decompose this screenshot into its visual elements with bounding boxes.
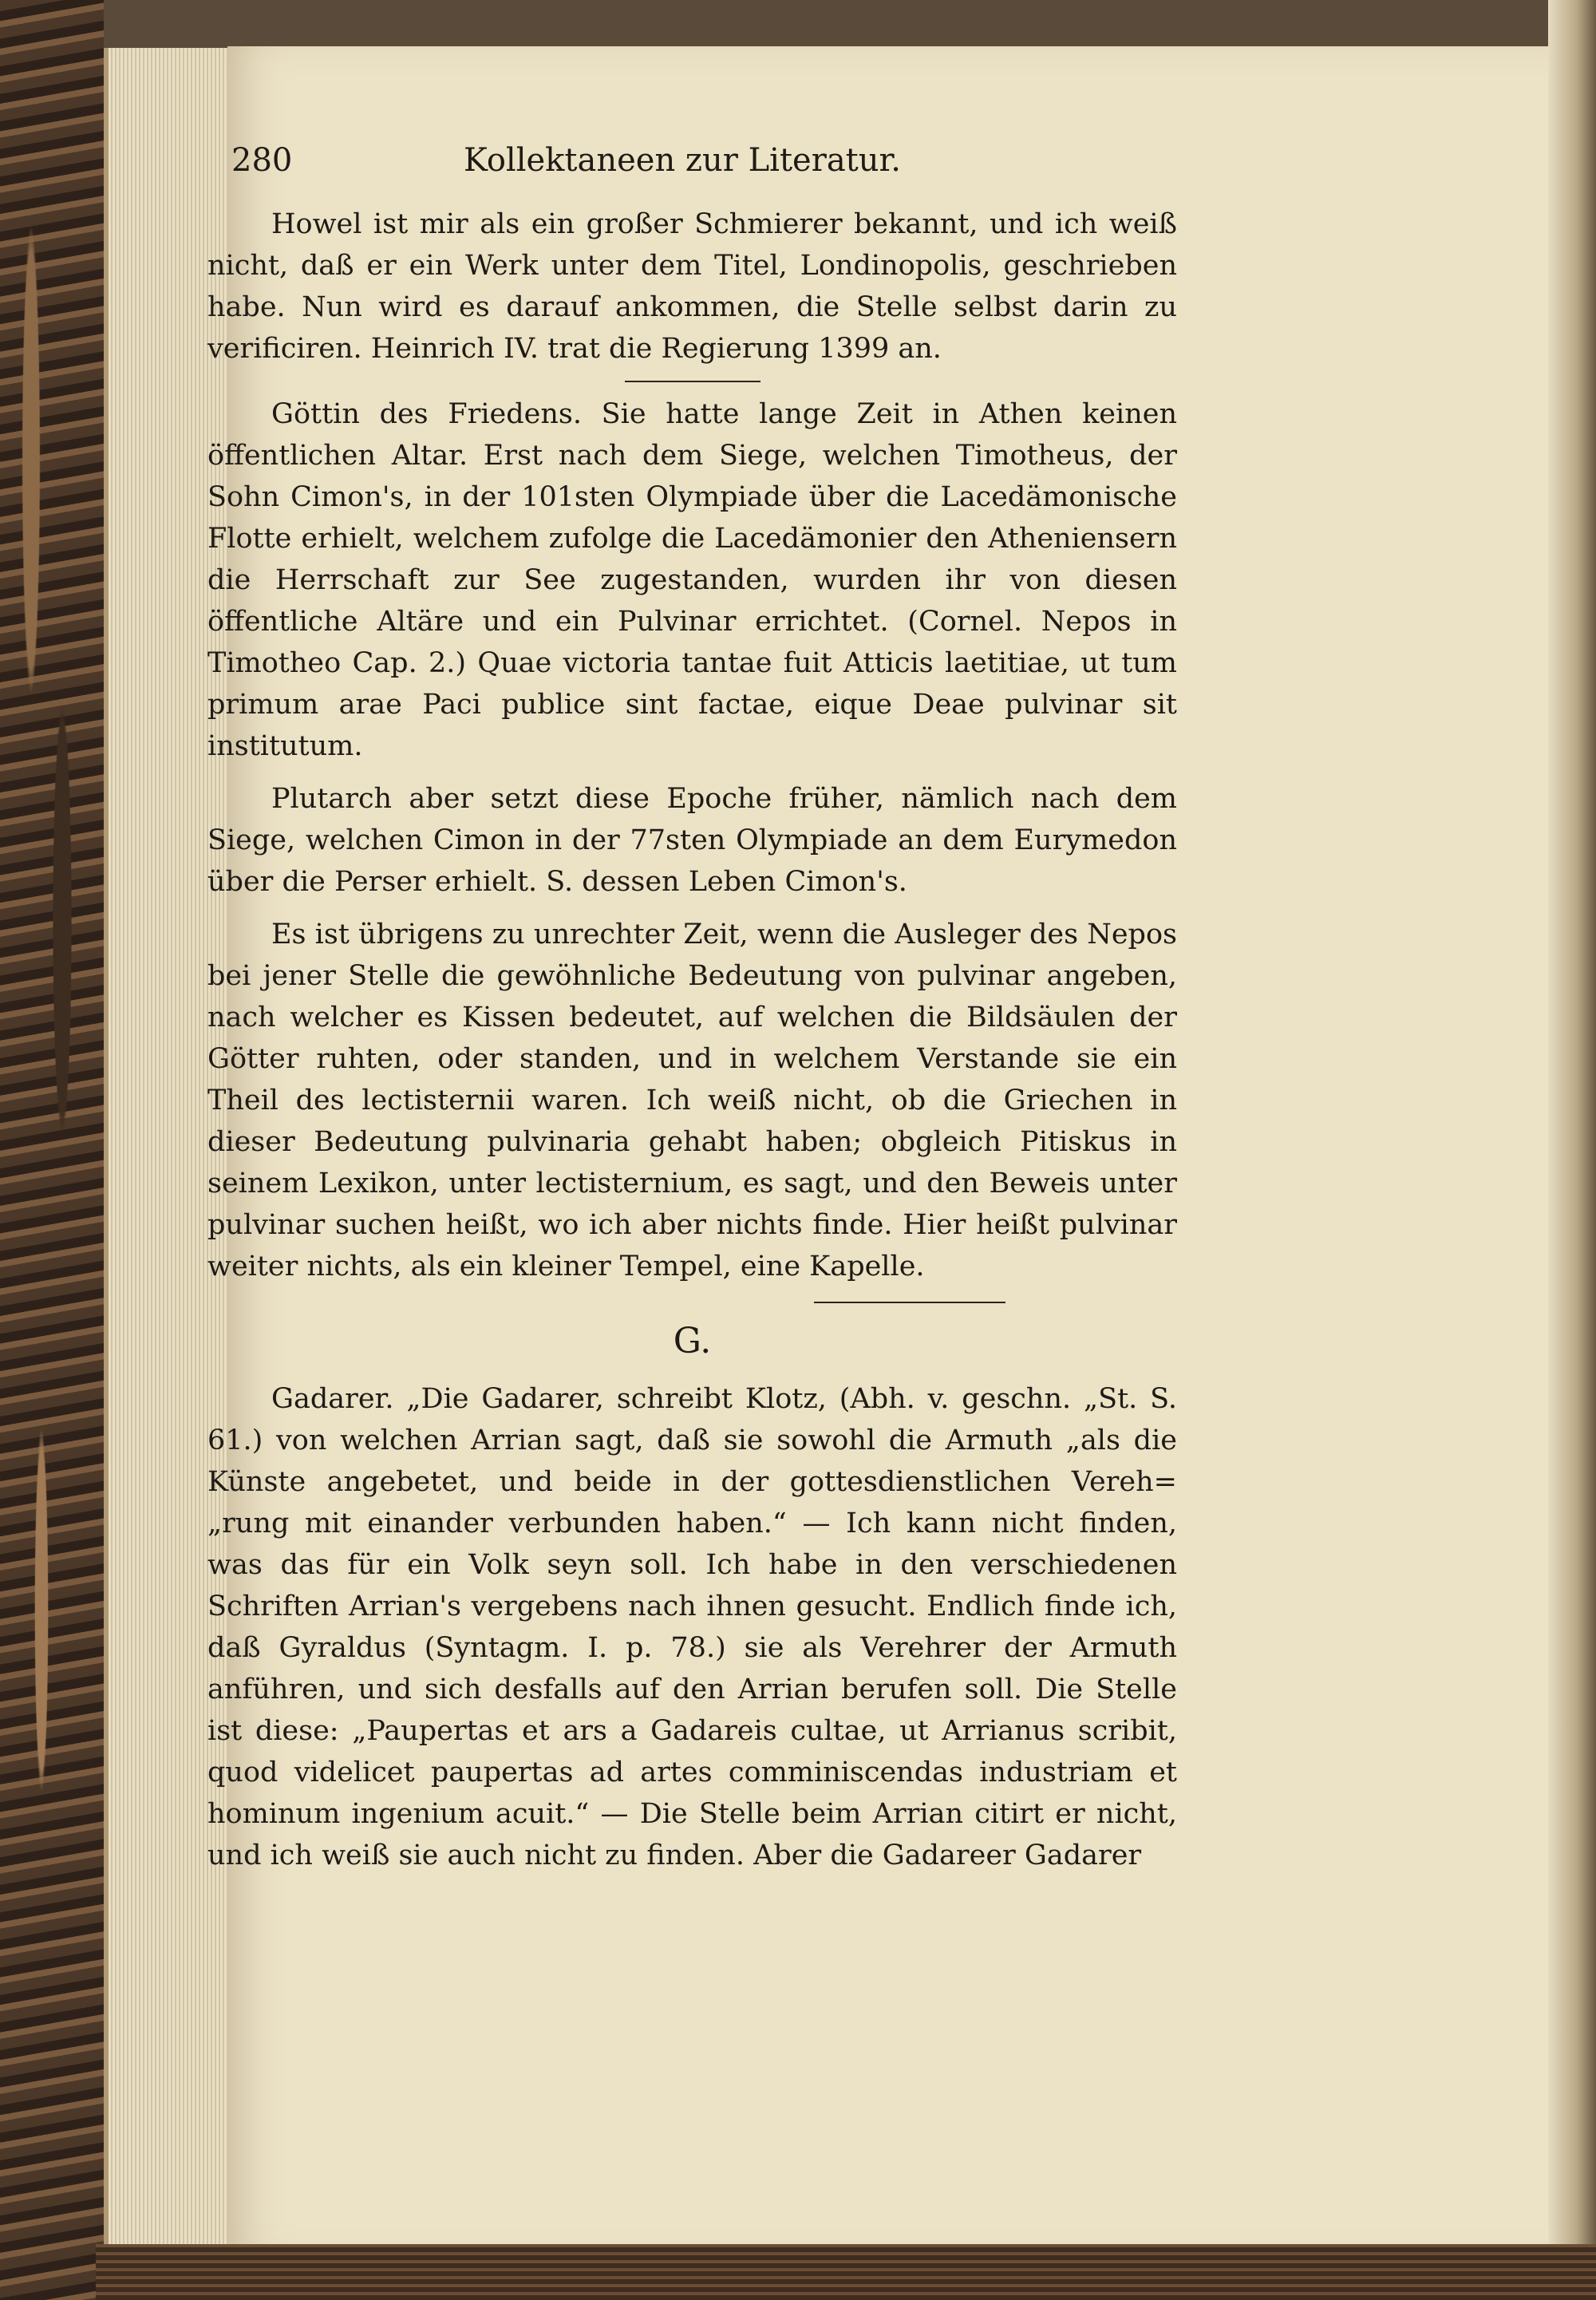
section-divider-rule (814, 1302, 1005, 1303)
page-body (207, 204, 1177, 1887)
paragraph-plutarch: Plutarch aber setzt diese Epoche früher, nämlich nach dem Siege, welchen Cimon in der 77sten Olympiade an dem Eurymedon über die Perser erhielt. S. dessen Leben Cimon's. (207, 783, 1177, 898)
running-head: Kollektaneen zur Literatur. (464, 142, 901, 179)
page-number: 280 (231, 142, 293, 179)
paragraph-ausleger: Es ist übrigens zu unrechter Zeit, wenn die Ausleger des Nepos bei jener Stelle die gewöhnliche Bedeutung von pulvinar angeben, nach welcher es Kissen bedeutet, auf welchen die Bildsäulen der Götter ruhten, oder standen, und in welchem Verstande sie ein Theil des lectisternii waren. Ich weiß nicht, ob die Griechen in dieser Bedeutung pulvinaria gehabt haben; obgleich Pitiskus in seinem Lexikon, unter lectisternium, es sagt, und den Beweis unter pulvinar suchen heißt, wo ich aber nichts finde. Hier heißt pulvinar weiter nichts, als ein kleiner Tempel, eine Kapelle. (207, 919, 1177, 1282)
separator-rule (625, 381, 760, 382)
facing-page-edge (1548, 0, 1596, 2300)
page-header (231, 142, 1133, 198)
book-bottom-edge (96, 2244, 1596, 2300)
book-cover-edge (0, 0, 104, 2300)
paragraph-howel: Howel ist mir als ein großer Schmierer bekannt, und ich weiß nicht, daß er ein Werk unter dem Titel, Londinopolis, geschrieben habe. Nun wird es darauf ankommen, die Stelle selbst darin zu verificiren. Heinrich IV. trat die Regierung 1399 an. (207, 208, 1177, 365)
paragraph-gadarer: Gadarer. „Die Gadarer, schreibt Klotz, (Abh. v. geschn. „St. S. 61.) von welchen Arrian sagt, daß sie sowohl die Armuth „als die Künste angebetet, und beide in der gottesdienstlichen Vereh= „rung mit einander verbunden haben.“ — Ich kann nicht finden, was das für ein Volk seyn soll. Ich habe in den verschiedenen Schriften Arrian's vergebens nach ihnen gesucht. Endlich finde ich, daß Gyraldus (Syntagm. I. p. 78.) sie als Verehrer der Armuth anführen, und sich desfalls auf den Arrian berufen soll. Die Stelle ist diese: „Paupertas et ars a Gadareis cultae, ut Arrianus scribit, quod videlicet paupertas ad artes comminiscendas industriam et hominum ingenium acuit.“ — Die Stelle beim Arrian citirt er nicht, und ich weiß sie auch nicht zu finden. Aber die Gadareer Gadarer (207, 1383, 1177, 1871)
paragraph-goettin-des-friedens: Göttin des Friedens. Sie hatte lange Zeit in Athen keinen öffentlichen Altar. Erst nach dem Siege, welchen Timotheus, der Sohn Cimon's, in der 101sten Olympiade über die Lacedämonische Flotte erhielt, welchem zufolge die Lacedämonier den Atheniensern die Herrschaft zur See zugestanden, wurden ihr von diesen öffentliche Altäre und ein Pulvinar errichtet. (Cornel. Nepos in Timotheo Cap. 2.) Quae victoria tantae fuit Atticis laetitiae, ut tum primum arae Paci publice sint factae, eique Deae pulvinar sit institutum. (207, 398, 1177, 762)
section-heading: G. (673, 1321, 712, 1361)
